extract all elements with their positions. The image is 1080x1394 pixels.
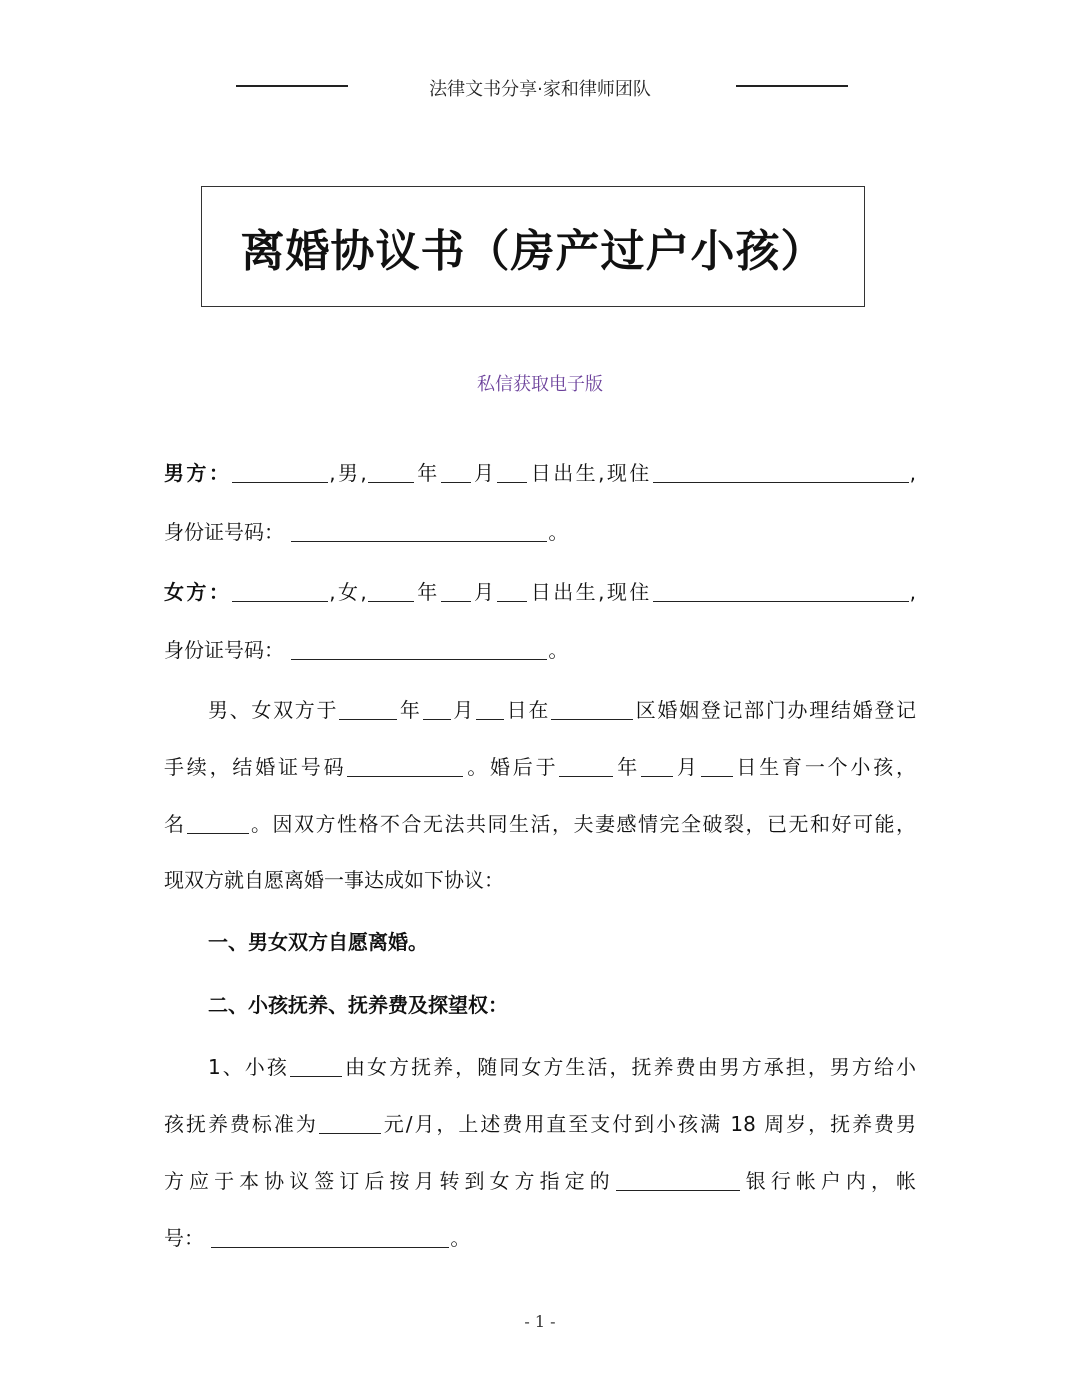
male-label: 男方： [164,461,232,485]
female-id-blank [291,637,547,660]
female-label: 女方： [164,580,232,604]
clause1-line-1: 1、小孩 由女方抚养，随同女方生活，抚养费由男方承担，男方给小 [208,1055,917,1079]
section-2-heading: 二、小孩抚养、抚养费及探望权： [208,993,508,1017]
female-address-blank [653,579,909,602]
clause1-line-2: 孩抚养费标准为 元/月，上述费用直至支付到小孩满 18 周岁，抚养费男 [164,1112,917,1136]
male-name-blank [232,460,328,483]
male-address-blank [653,460,909,483]
male-year-blank [368,460,414,483]
female-id-line: 身份证号码： 。 [164,638,569,662]
marriage-cert-blank [347,754,463,777]
support-amount-blank [319,1111,381,1134]
intro-line-4: 现双方就自愿离婚一事达成如下协议： [164,868,504,892]
section-1-heading: 一、男女双方自愿离婚。 [208,930,428,954]
header-rule-right [736,85,848,87]
female-name-blank [232,579,328,602]
document-title: 离婚协议书（房产过户小孩） [240,225,826,277]
subtitle: 私信获取电子版 [477,374,603,395]
intro-line-3: 名 。因双方性格不合无法共同生活，夫妻感情完全破裂，已无和好可能， [164,812,916,836]
page-header [0,72,1080,102]
clause1-line-4: 号： 。 [164,1226,471,1250]
page-number: - 1 - [524,1312,556,1331]
male-id-blank [291,519,547,542]
intro-line-1: 男、女双方于 年 月 日在 区婚姻登记部门办理结婚登记 [208,698,917,722]
female-info-line: 女方： ,女, 年 月 日出生,现住 , [164,580,917,604]
intro-line-2: 手续，结婚证号码 。婚后于 年 月 日生育一个小孩， [164,755,917,779]
male-info-line: 男方： ,男, 年 月 日出生,现住 , [164,461,917,485]
bank-name-blank [616,1168,740,1191]
male-id-line: 身份证号码： 。 [164,520,569,544]
title-box [201,186,865,307]
header-text: 法律文书分享·家和律师团队 [429,79,651,100]
child-name-blank [187,811,249,834]
account-number-blank [211,1225,449,1248]
clause1-line-3: 方应于本协议签订后按月转到女方指定的 银行帐户内，帐 [164,1169,917,1193]
